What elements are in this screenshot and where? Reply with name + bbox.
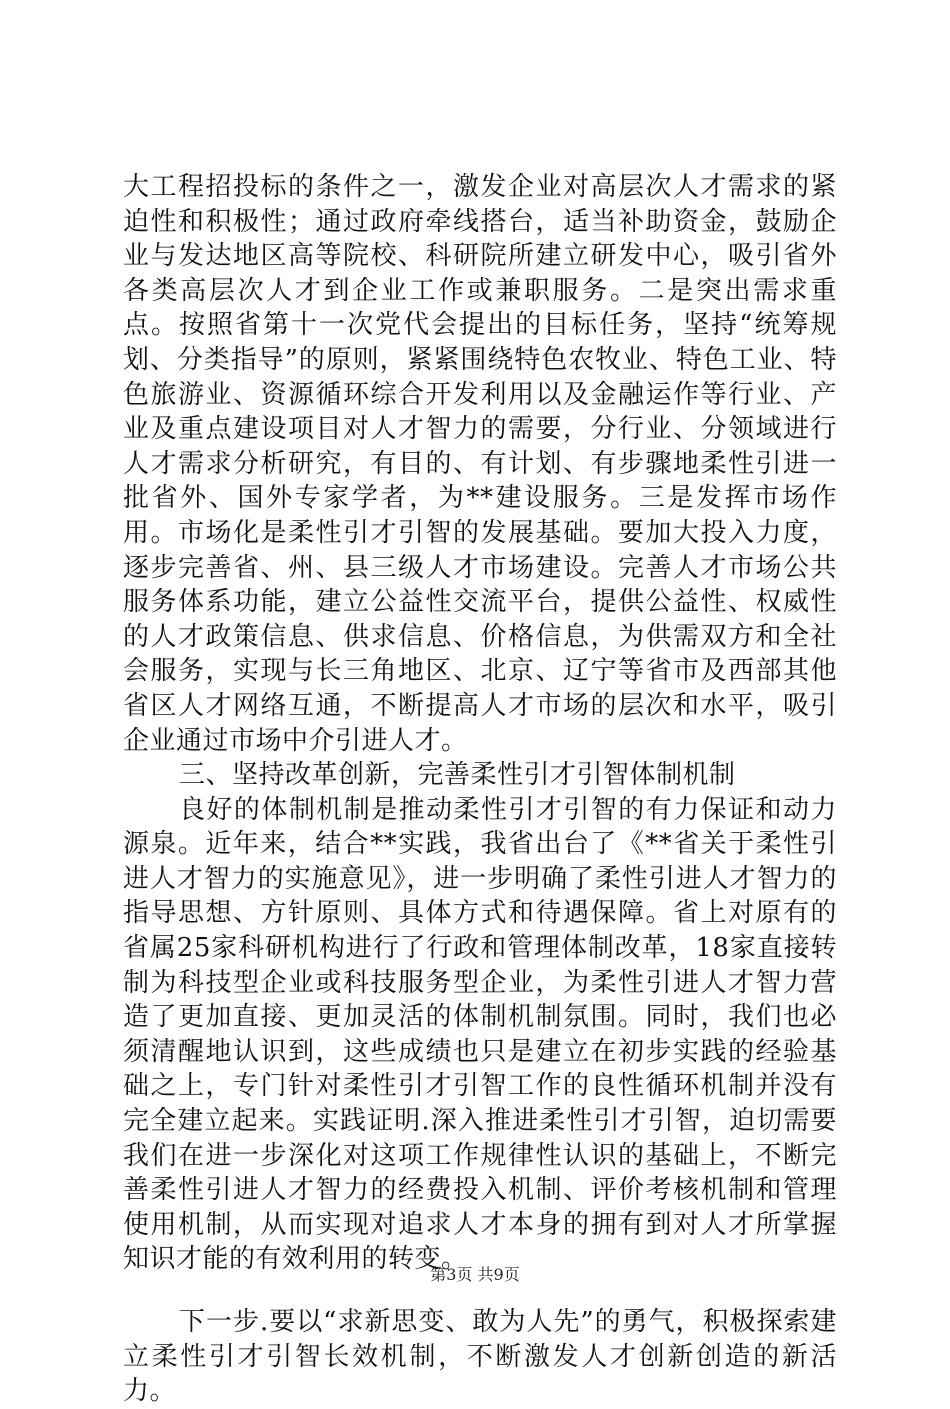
paragraph-system-mechanism: 良好的体制机制是推动柔性引才引智的有力保证和动力源泉。近年来，结合**实践，我省出台了《**省关于柔性引进人才智力的实施意见》，进一步明确了柔性引进人才智力的指导思想、方针原则、具体方式和待遇保障。省上对原有的省属25家科研机构进行了行政和管理体制改革，18家直接转制为科技型企业或科技服务型企业，为柔性引进人才智力营造了更加直接、更加灵活的体制机制氛围。同时，我们也必须清醒地认识到，这些成绩也只是建立在初步实践的经验基础之上，专门针对柔性引才引智工作的良性循环机制并没有完全建立起来。实践证明.深入推进柔性引才引智，迫切需要我们在进一步深化对这项工作规律性认识的基础上，不断完善柔性引进人才智力的经费投入机制、评价考核机制和管理使用机制，从而实现对追求人才本身的拥有到对人才所掌握知识才能的有效利用的转变。 [123,794,837,1275]
section-heading: 三、坚持改革创新，完善柔性引才引智体制机制 [179,760,736,791]
document-body [123,170,837,1409]
page-number-label: 第3页 共9页 [430,1265,520,1284]
page-footer [0,1264,950,1286]
paragraph-continuation: 大工程招投标的条件之一，激发企业对高层次人才需求的紧迫性和积极性；通过政府牵线搭台，适当补助资金，鼓励企业与发达地区高等院校、科研院所建立研发中心，吸引省外各类高层次人才到企业工作或兼职服务。二是突出需求重点。按照省第十一次党代会提出的目标任务，坚持“统筹规划、分类指导”的原则，紧紧围绕特色农牧业、特色工业、特色旅游业、资源循环综合开发利用以及金融运作等行业、产业及重点建设项目对人才智力的需要，分行业、分领域进行人才需求分析研究，有目的、有计划、有步骤地柔性引进一批省外、国外专家学者，为**建设服务。三是发挥市场作用。市场化是柔性引才引智的发展基础。要加大投入力度，逐步完善省、州、县三级人才市场建设。完善人才市场公共服务体系功能，建立公益性交流平台，提供公益性、权威性的人才政策信息、供求信息、价格信息，为供需双方和全社会服务，实现与长三角地区、北京、辽宁等省市及西部其他省区人才网络互通，不断提高人才市场的层次和水平，吸引企业通过市场中介引进人才。 [123,172,837,756]
paragraph-next-step: 下一步.要以“求新思变、敢为人先”的勇气，积极探索建立柔性引才引智长效机制，不断激发人才创新创造的新活力。 [123,1307,837,1407]
